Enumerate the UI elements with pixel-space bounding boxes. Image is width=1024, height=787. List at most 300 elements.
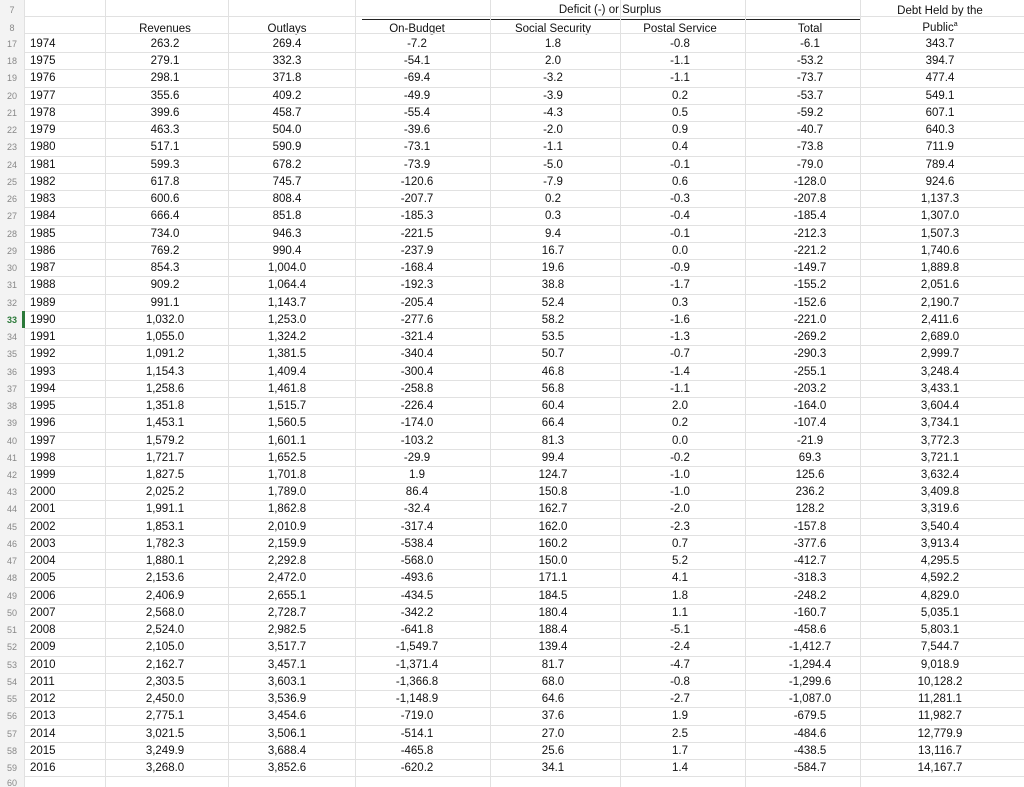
postal-service-cell[interactable]: -4.7 <box>670 658 690 671</box>
debt-cell[interactable]: 3,248.4 <box>920 365 960 378</box>
revenues-cell[interactable]: 600.6 <box>150 193 180 206</box>
row-number-41[interactable]: 41 <box>6 452 17 463</box>
social-security-cell[interactable]: 184.5 <box>538 589 568 602</box>
outlays-cell[interactable]: 2,728.7 <box>267 606 307 619</box>
row-number-42[interactable]: 42 <box>6 470 17 480</box>
row-number-38[interactable]: 38 <box>6 401 17 412</box>
postal-service-cell[interactable]: -0.2 <box>670 451 690 464</box>
outlays-cell[interactable]: 1,253.0 <box>267 313 307 326</box>
debt-cell[interactable]: 13,116.7 <box>918 744 962 757</box>
postal-service-cell[interactable]: 1.8 <box>672 589 688 602</box>
row-number-32[interactable]: 32 <box>6 297 17 308</box>
postal-service-cell[interactable]: -2.0 <box>670 503 690 516</box>
revenues-cell[interactable]: 2,162.7 <box>145 658 185 671</box>
row-number-48[interactable]: 48 <box>6 573 17 584</box>
social-security-cell[interactable]: 99.4 <box>541 451 565 464</box>
social-security-cell[interactable]: 162.7 <box>538 503 568 516</box>
row-number-36[interactable]: 36 <box>6 366 17 377</box>
on-budget-cell[interactable]: -1,549.7 <box>395 641 439 654</box>
social-security-cell[interactable]: 25.6 <box>541 744 565 757</box>
total-cell[interactable]: 128.2 <box>795 503 825 516</box>
year-cell[interactable]: 2005 <box>30 572 56 585</box>
postal-service-cell[interactable]: 1.9 <box>672 710 688 723</box>
on-budget-cell[interactable]: -641.8 <box>400 624 434 637</box>
total-cell[interactable]: 125.6 <box>795 469 825 481</box>
revenues-cell[interactable]: 3,268.0 <box>145 762 185 775</box>
row-number-37[interactable]: 37 <box>6 383 17 394</box>
debt-cell[interactable]: 477.4 <box>925 72 955 85</box>
debt-cell[interactable]: 12,779.9 <box>917 727 963 740</box>
social-security-cell[interactable]: -2.0 <box>543 124 563 137</box>
debt-cell[interactable]: 4,829.0 <box>920 589 960 602</box>
row-number-31[interactable]: 31 <box>6 280 17 291</box>
row-number-58[interactable]: 58 <box>6 745 17 756</box>
social-security-cell[interactable]: 27.0 <box>541 727 565 740</box>
total-cell[interactable]: -149.7 <box>793 262 827 275</box>
total-cell[interactable]: -207.8 <box>793 193 827 206</box>
total-cell[interactable]: -1,412.7 <box>788 641 832 654</box>
year-cell[interactable]: 1988 <box>30 279 56 292</box>
total-cell[interactable]: -212.3 <box>793 227 827 240</box>
postal-service-cell[interactable]: 0.2 <box>672 417 688 430</box>
year-cell[interactable]: 2016 <box>30 762 56 775</box>
debt-cell[interactable]: 607.1 <box>925 106 955 119</box>
outlays-cell[interactable]: 1,652.5 <box>267 451 307 464</box>
postal-service-cell[interactable]: -5.1 <box>670 624 690 637</box>
debt-cell[interactable]: 711.9 <box>926 141 954 154</box>
year-cell[interactable]: 2014 <box>30 727 56 740</box>
year-cell[interactable]: 2001 <box>30 503 56 516</box>
social-security-cell[interactable]: -4.3 <box>543 106 563 119</box>
revenues-cell[interactable]: 734.0 <box>150 227 180 240</box>
postal-service-cell[interactable]: -1.7 <box>670 279 690 292</box>
year-cell[interactable]: 1993 <box>30 365 56 378</box>
revenues-cell[interactable]: 517.1 <box>150 141 180 154</box>
row-number-18[interactable]: 18 <box>6 56 17 67</box>
on-budget-cell[interactable]: -207.7 <box>400 193 434 206</box>
row-number-8[interactable]: 8 <box>9 23 15 33</box>
revenues-cell[interactable]: 463.3 <box>150 124 180 137</box>
year-cell[interactable]: 2010 <box>30 658 56 671</box>
debt-cell[interactable]: 1,740.6 <box>920 244 960 257</box>
outlays-cell[interactable]: 590.9 <box>272 141 302 154</box>
postal-service-cell[interactable]: -2.7 <box>670 693 690 706</box>
year-cell[interactable]: 2006 <box>30 589 56 602</box>
total-cell[interactable]: -40.7 <box>796 124 824 137</box>
social-security-cell[interactable]: 56.8 <box>541 382 565 395</box>
on-budget-cell[interactable]: -1,148.9 <box>395 693 439 706</box>
outlays-cell[interactable]: 2,655.1 <box>267 589 307 602</box>
year-cell[interactable]: 1994 <box>30 382 56 395</box>
revenues-cell[interactable]: 1,032.0 <box>145 313 185 326</box>
postal-service-cell[interactable]: -0.4 <box>670 210 690 223</box>
on-budget-cell[interactable]: -55.4 <box>403 106 431 119</box>
social-security-cell[interactable]: 38.8 <box>541 279 565 292</box>
postal-service-cell[interactable]: -1.0 <box>670 486 690 499</box>
postal-service-cell[interactable]: 0.4 <box>672 141 688 154</box>
total-cell[interactable]: -1,294.4 <box>788 658 832 671</box>
revenues-cell[interactable]: 355.6 <box>150 89 180 102</box>
on-budget-cell[interactable]: -29.9 <box>403 451 431 464</box>
debt-cell[interactable]: 5,803.1 <box>920 624 960 637</box>
on-budget-cell[interactable]: -226.4 <box>400 400 434 413</box>
on-budget-cell[interactable]: -54.1 <box>403 55 431 68</box>
revenues-cell[interactable]: 617.8 <box>150 175 180 188</box>
revenues-cell[interactable]: 909.2 <box>150 279 180 292</box>
outlays-cell[interactable]: 3,603.1 <box>267 675 307 688</box>
revenues-cell[interactable]: 2,025.2 <box>145 486 185 499</box>
social-security-cell[interactable]: 188.4 <box>538 624 568 637</box>
total-cell[interactable]: -73.8 <box>796 141 824 154</box>
year-cell[interactable]: 1982 <box>30 175 56 188</box>
row-number-34[interactable]: 34 <box>6 332 17 343</box>
outlays-cell[interactable]: 1,381.5 <box>267 348 307 361</box>
total-cell[interactable]: 236.2 <box>795 486 825 499</box>
revenues-cell[interactable]: 1,055.0 <box>145 331 185 344</box>
revenues-cell[interactable]: 2,775.1 <box>145 710 185 723</box>
on-budget-cell[interactable]: -1,371.4 <box>395 658 439 671</box>
postal-service-cell[interactable]: 2.5 <box>672 727 688 740</box>
debt-cell[interactable]: 11,281.1 <box>918 693 962 706</box>
postal-service-cell[interactable]: 0.0 <box>672 244 688 257</box>
debt-cell[interactable]: 3,632.4 <box>920 469 960 481</box>
on-budget-cell[interactable]: -493.6 <box>400 572 434 585</box>
outlays-cell[interactable]: 1,004.0 <box>267 262 307 275</box>
postal-service-cell[interactable]: 0.6 <box>672 175 688 188</box>
on-budget-cell[interactable]: 86.4 <box>405 486 429 499</box>
total-cell[interactable]: -290.3 <box>793 348 827 361</box>
social-security-cell[interactable]: 1.8 <box>545 38 561 50</box>
total-cell[interactable]: -185.4 <box>793 210 827 223</box>
social-security-cell[interactable]: 162.0 <box>538 520 568 533</box>
revenues-cell[interactable]: 2,406.9 <box>145 589 185 602</box>
on-budget-cell[interactable]: -73.1 <box>403 141 431 154</box>
postal-service-cell[interactable]: -0.1 <box>670 158 690 171</box>
row-number-55[interactable]: 55 <box>6 694 17 705</box>
row-number-35[interactable]: 35 <box>6 349 17 360</box>
total-cell[interactable]: -269.2 <box>793 331 827 344</box>
social-security-cell[interactable]: 50.7 <box>541 348 565 361</box>
row-number-7[interactable]: 7 <box>9 5 15 15</box>
row-number-60[interactable]: 60 <box>6 778 17 787</box>
debt-cell[interactable]: 789.4 <box>925 158 955 171</box>
revenues-cell[interactable]: 1,091.2 <box>145 348 185 361</box>
year-cell[interactable]: 1978 <box>30 106 56 119</box>
postal-service-cell[interactable]: 0.9 <box>672 124 688 137</box>
total-cell[interactable]: -73.7 <box>796 72 824 85</box>
postal-service-cell[interactable]: -0.1 <box>670 227 690 240</box>
social-security-cell[interactable]: 66.4 <box>541 417 565 430</box>
social-security-cell[interactable]: 150.0 <box>538 555 568 568</box>
revenues-cell[interactable]: 1,853.1 <box>145 520 185 533</box>
year-cell[interactable]: 2004 <box>30 555 56 568</box>
postal-service-cell[interactable]: 1.4 <box>672 762 688 775</box>
year-cell[interactable]: 1985 <box>30 227 56 240</box>
debt-cell[interactable]: 3,772.3 <box>920 434 960 447</box>
year-cell[interactable]: 1984 <box>30 210 56 223</box>
total-cell[interactable]: -157.8 <box>793 520 827 533</box>
row-number-20[interactable]: 20 <box>6 90 17 101</box>
outlays-cell[interactable]: 269.4 <box>272 38 302 50</box>
on-budget-cell[interactable]: -103.2 <box>400 434 434 447</box>
on-budget-cell[interactable]: -342.2 <box>400 606 434 619</box>
total-cell[interactable]: -128.0 <box>793 175 827 188</box>
revenues-cell[interactable]: 2,450.0 <box>145 693 185 706</box>
outlays-cell[interactable]: 409.2 <box>272 89 302 102</box>
row-number-47[interactable]: 47 <box>6 556 17 567</box>
total-cell[interactable]: -484.6 <box>793 727 827 740</box>
postal-service-cell[interactable]: -1.0 <box>670 469 690 481</box>
social-security-cell[interactable]: 52.4 <box>541 296 565 309</box>
row-number-24[interactable]: 24 <box>6 159 17 170</box>
on-budget-cell[interactable]: -49.9 <box>403 89 431 102</box>
debt-cell[interactable]: 14,167.7 <box>917 762 963 775</box>
total-cell[interactable]: -584.7 <box>793 762 827 775</box>
revenues-cell[interactable]: 298.1 <box>150 72 180 85</box>
postal-service-cell[interactable]: -1.6 <box>670 313 690 326</box>
year-cell[interactable]: 2000 <box>30 486 56 499</box>
postal-service-cell[interactable]: 1.7 <box>672 744 688 757</box>
row-number-44[interactable]: 44 <box>6 504 17 515</box>
on-budget-cell[interactable]: -69.4 <box>403 72 431 85</box>
year-cell[interactable]: 1991 <box>30 331 56 344</box>
social-security-cell[interactable]: 139.4 <box>538 641 568 654</box>
postal-service-cell[interactable]: 0.5 <box>672 106 688 119</box>
outlays-cell[interactable]: 1,601.1 <box>267 434 307 447</box>
year-cell[interactable]: 1974 <box>30 38 56 50</box>
outlays-cell[interactable]: 3,457.1 <box>267 658 307 671</box>
year-cell[interactable]: 1998 <box>30 451 56 464</box>
total-cell[interactable]: -458.6 <box>793 624 827 637</box>
year-cell[interactable]: 1989 <box>30 296 56 309</box>
on-budget-cell[interactable]: -434.5 <box>400 589 434 602</box>
total-cell[interactable]: -248.2 <box>793 589 827 602</box>
total-cell[interactable]: -152.6 <box>793 296 827 309</box>
row-number-52[interactable]: 52 <box>6 642 17 653</box>
revenues-cell[interactable]: 2,524.0 <box>145 624 185 637</box>
outlays-cell[interactable]: 808.4 <box>272 193 302 206</box>
social-security-cell[interactable]: -7.9 <box>543 175 563 188</box>
social-security-cell[interactable]: -3.2 <box>543 72 563 85</box>
year-cell[interactable]: 1979 <box>30 124 56 137</box>
row-number-22[interactable]: 22 <box>6 125 17 136</box>
revenues-cell[interactable]: 1,258.6 <box>145 382 185 395</box>
outlays-cell[interactable]: 1,064.4 <box>267 279 307 292</box>
total-cell[interactable]: -1,087.0 <box>788 693 832 706</box>
outlays-cell[interactable]: 990.4 <box>272 244 302 257</box>
revenues-cell[interactable]: 1,880.1 <box>145 555 185 568</box>
on-budget-cell[interactable]: -192.3 <box>400 279 434 292</box>
year-cell[interactable]: 1997 <box>30 434 56 447</box>
year-cell[interactable]: 2011 <box>30 675 55 688</box>
debt-cell[interactable]: 2,190.7 <box>920 296 960 309</box>
on-budget-cell[interactable]: -300.4 <box>400 365 434 378</box>
revenues-cell[interactable]: 599.3 <box>150 158 180 171</box>
outlays-cell[interactable]: 1,143.7 <box>267 296 307 309</box>
on-budget-cell[interactable]: -73.9 <box>403 158 431 171</box>
postal-service-cell[interactable]: 0.2 <box>672 89 688 102</box>
revenues-cell[interactable]: 769.2 <box>150 244 180 257</box>
on-budget-cell[interactable]: -205.4 <box>400 296 434 309</box>
row-number-23[interactable]: 23 <box>6 142 17 153</box>
revenues-cell[interactable]: 1,154.3 <box>145 365 185 378</box>
social-security-cell[interactable]: -3.9 <box>543 89 563 102</box>
debt-cell[interactable]: 3,319.6 <box>920 503 960 516</box>
postal-service-cell[interactable]: 0.7 <box>672 537 688 550</box>
debt-cell[interactable]: 2,411.6 <box>921 313 959 326</box>
year-cell[interactable]: 1977 <box>30 89 56 102</box>
year-cell[interactable]: 1980 <box>30 141 56 154</box>
row-number-25[interactable]: 25 <box>6 176 17 187</box>
total-cell[interactable]: -155.2 <box>793 279 827 292</box>
debt-cell[interactable]: 1,307.0 <box>920 210 960 223</box>
outlays-cell[interactable]: 2,292.8 <box>267 555 307 568</box>
outlays-cell[interactable]: 946.3 <box>272 227 302 240</box>
social-security-cell[interactable]: 124.7 <box>538 469 568 481</box>
on-budget-cell[interactable]: -277.6 <box>400 313 434 326</box>
year-cell[interactable]: 1987 <box>30 262 56 275</box>
total-cell[interactable]: -318.3 <box>793 572 827 585</box>
revenues-cell[interactable]: 1,991.1 <box>145 503 185 516</box>
revenues-cell[interactable]: 666.4 <box>150 210 180 223</box>
social-security-cell[interactable]: 46.8 <box>541 365 565 378</box>
postal-service-cell[interactable]: -2.3 <box>670 520 690 533</box>
debt-cell[interactable]: 2,689.0 <box>920 331 960 344</box>
social-security-cell[interactable]: 81.7 <box>541 658 565 671</box>
total-cell[interactable]: 69.3 <box>798 451 822 464</box>
year-cell[interactable]: 2015 <box>30 744 56 757</box>
on-budget-cell[interactable]: -168.4 <box>400 262 434 275</box>
year-cell[interactable]: 2007 <box>30 606 56 619</box>
outlays-cell[interactable]: 1,789.0 <box>267 486 307 499</box>
postal-service-cell[interactable]: 0.3 <box>672 296 688 309</box>
year-cell[interactable]: 2009 <box>30 641 56 654</box>
row-number-53[interactable]: 53 <box>6 659 17 670</box>
on-budget-cell[interactable]: -185.3 <box>400 210 434 223</box>
outlays-cell[interactable]: 1,560.5 <box>267 417 307 430</box>
revenues-cell[interactable]: 2,568.0 <box>145 606 185 619</box>
year-cell[interactable]: 2002 <box>30 520 56 533</box>
postal-service-cell[interactable]: 0.0 <box>672 434 688 447</box>
total-cell[interactable]: -255.1 <box>793 365 827 378</box>
outlays-cell[interactable]: 3,517.7 <box>267 641 307 654</box>
outlays-cell[interactable]: 371.8 <box>272 72 302 85</box>
on-budget-cell[interactable]: 1.9 <box>409 469 425 481</box>
year-cell[interactable]: 1975 <box>30 55 56 68</box>
row-number-40[interactable]: 40 <box>6 435 17 446</box>
postal-service-cell[interactable]: -0.3 <box>670 193 690 206</box>
debt-cell[interactable]: 4,295.5 <box>920 555 960 568</box>
outlays-cell[interactable]: 1,461.8 <box>267 382 307 395</box>
outlays-cell[interactable]: 678.2 <box>272 158 302 171</box>
year-cell[interactable]: 1996 <box>30 417 56 430</box>
debt-cell[interactable]: 549.1 <box>925 89 955 102</box>
outlays-cell[interactable]: 458.7 <box>272 106 302 119</box>
total-cell[interactable]: -221.0 <box>793 313 827 326</box>
revenues-cell[interactable]: 1,827.5 <box>145 469 185 481</box>
on-budget-cell[interactable]: -258.8 <box>400 382 434 395</box>
year-cell[interactable]: 1992 <box>30 348 56 361</box>
social-security-cell[interactable]: 0.3 <box>545 210 561 223</box>
on-budget-cell[interactable]: -120.6 <box>400 175 434 188</box>
social-security-cell[interactable]: 171.1 <box>538 572 568 585</box>
revenues-cell[interactable]: 1,721.7 <box>145 451 185 464</box>
row-number-17[interactable]: 17 <box>6 39 17 49</box>
outlays-cell[interactable]: 2,982.5 <box>267 624 307 637</box>
row-number-27[interactable]: 27 <box>6 211 17 222</box>
social-security-cell[interactable]: 58.2 <box>541 313 565 326</box>
on-budget-cell[interactable]: -514.1 <box>400 727 434 740</box>
year-cell[interactable]: 2008 <box>30 624 56 637</box>
postal-service-cell[interactable]: -0.8 <box>670 675 690 688</box>
total-cell[interactable]: -79.0 <box>796 158 824 171</box>
debt-cell[interactable]: 394.7 <box>925 55 955 68</box>
row-number-50[interactable]: 50 <box>6 607 17 618</box>
postal-service-cell[interactable]: -0.9 <box>670 262 690 275</box>
social-security-cell[interactable]: 19.6 <box>541 262 565 275</box>
outlays-cell[interactable]: 3,454.6 <box>267 710 307 723</box>
revenues-cell[interactable]: 991.1 <box>150 296 180 309</box>
revenues-cell[interactable]: 3,249.9 <box>145 744 185 757</box>
social-security-cell[interactable]: 180.4 <box>538 606 568 619</box>
total-cell[interactable]: -59.2 <box>796 106 824 119</box>
outlays-cell[interactable]: 1,515.7 <box>267 400 307 413</box>
debt-cell[interactable]: 3,409.8 <box>920 486 960 499</box>
row-number-51[interactable]: 51 <box>6 625 17 636</box>
debt-cell[interactable]: 3,604.4 <box>920 400 960 413</box>
row-number-49[interactable]: 49 <box>6 590 17 601</box>
year-cell[interactable]: 1983 <box>30 193 56 206</box>
row-number-26[interactable]: 26 <box>6 194 17 205</box>
total-cell[interactable]: -6.1 <box>800 38 820 50</box>
social-security-cell[interactable]: 150.8 <box>538 486 568 499</box>
revenues-cell[interactable]: 279.1 <box>150 55 180 68</box>
debt-cell[interactable]: 11,982.7 <box>918 710 962 723</box>
revenues-cell[interactable]: 2,303.5 <box>145 675 185 688</box>
row-number-57[interactable]: 57 <box>6 728 17 739</box>
postal-service-cell[interactable]: 2.0 <box>672 400 688 413</box>
row-number-39[interactable]: 39 <box>6 418 17 429</box>
social-security-cell[interactable]: 64.6 <box>541 693 565 706</box>
on-budget-cell[interactable]: -321.4 <box>400 331 434 344</box>
outlays-cell[interactable]: 745.7 <box>272 175 302 188</box>
on-budget-cell[interactable]: -39.6 <box>403 124 431 137</box>
postal-service-cell[interactable]: 4.1 <box>672 572 688 585</box>
outlays-cell[interactable]: 3,506.1 <box>267 727 307 740</box>
social-security-cell[interactable]: 68.0 <box>541 675 565 688</box>
year-cell[interactable]: 1999 <box>30 469 56 481</box>
revenues-cell[interactable]: 2,105.0 <box>145 641 185 654</box>
on-budget-cell[interactable]: -1,366.8 <box>395 675 439 688</box>
total-cell[interactable]: -679.5 <box>793 710 827 723</box>
revenues-cell[interactable]: 1,453.1 <box>145 417 185 430</box>
on-budget-cell[interactable]: -719.0 <box>400 710 434 723</box>
row-number-33[interactable]: 33 <box>6 314 17 325</box>
on-budget-cell[interactable]: -7.2 <box>407 38 427 50</box>
debt-cell[interactable]: 343.7 <box>925 38 955 50</box>
year-cell[interactable]: 1990 <box>30 313 56 326</box>
total-cell[interactable]: -412.7 <box>793 555 827 568</box>
outlays-cell[interactable]: 3,536.9 <box>267 693 307 706</box>
on-budget-cell[interactable]: -32.4 <box>403 503 431 516</box>
row-number-59[interactable]: 59 <box>6 763 17 774</box>
total-cell[interactable]: -203.2 <box>793 382 827 395</box>
year-cell[interactable]: 2012 <box>30 693 56 706</box>
debt-cell[interactable]: 3,721.1 <box>920 451 960 464</box>
debt-cell[interactable]: 1,137.3 <box>920 193 960 206</box>
revenues-cell[interactable]: 399.6 <box>150 106 180 119</box>
social-security-cell[interactable]: -1.1 <box>543 141 563 154</box>
